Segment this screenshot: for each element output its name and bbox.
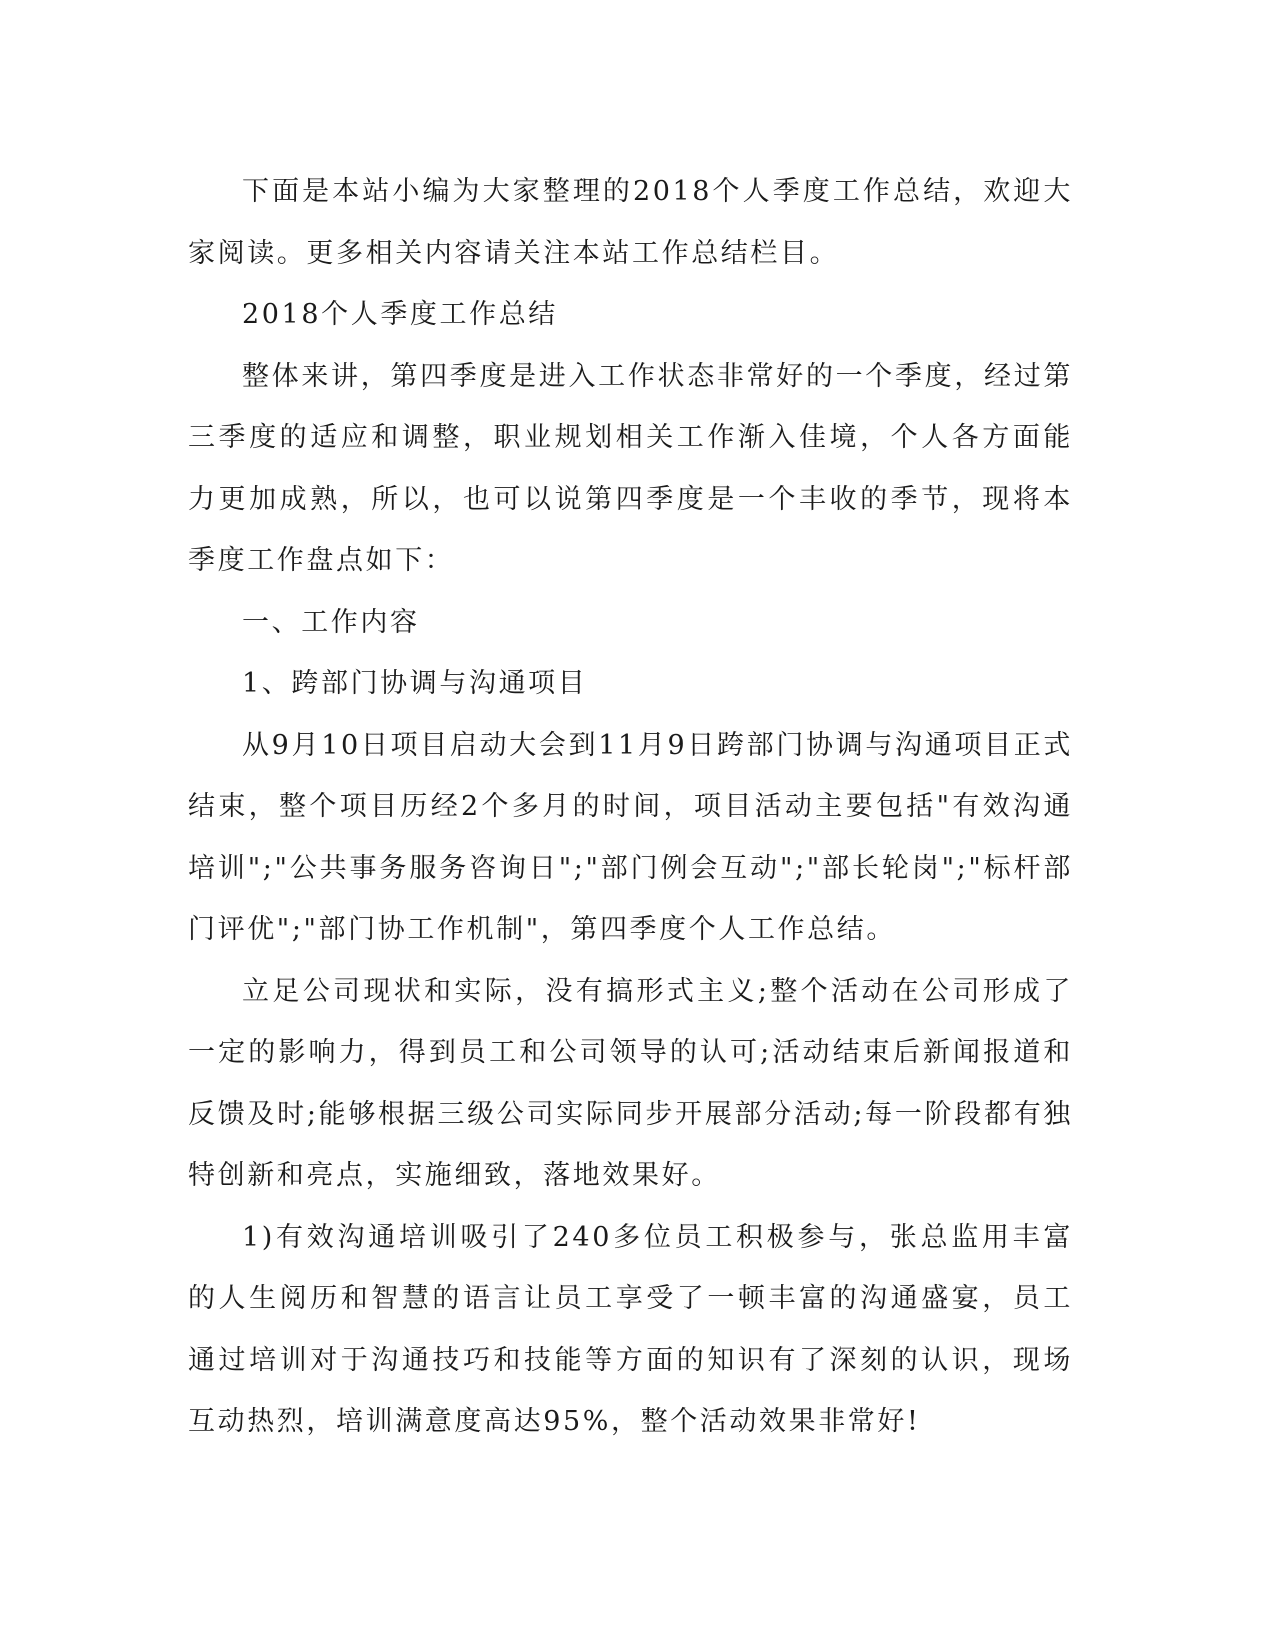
project-description-paragraph: 从9月10日项目启动大会到11月9日跨部门协调与沟通项目正式结束，整个项目历经2个多月的时间，项目活动主要包括"有效沟通培训";"公共事务服务咨询日";"部门例会互动";"部长轮岗";"标杆部门评优";"部门协工作机制"，第四季度个人工作总结。 [188, 729, 1073, 945]
intro-paragraph: 下面是本站小编为大家整理的2018个人季度工作总结，欢迎大家阅读。更多相关内容请关注本站工作总结栏目。 [188, 176, 1073, 269]
section-heading-work-content: 一、工作内容 [242, 606, 420, 638]
document-body [188, 161, 1073, 1453]
subsection-heading-project: 1、跨部门协调与沟通项目 [242, 668, 588, 699]
project-evaluation-paragraph: 立足公司现状和实际，没有搞形式主义;整个活动在公司形成了一定的影响力，得到员工和公司领导的认可;活动结束后新闻报道和反馈及时;能够根据三级公司实际同步开展部分活动;每一阶段都有独特创新和亮点，实施细致，落地效果好。 [188, 975, 1073, 1191]
document-title: 2018个人季度工作总结 [242, 299, 558, 330]
training-result-paragraph: 1)有效沟通培训吸引了240多位员工积极参与，张总监用丰富的人生阅历和智慧的语言让员工享受了一顿丰富的沟通盛宴，员工通过培训对于沟通技巧和技能等方面的知识有了深刻的认识，现场互动热烈，培训满意度高达95%，整个活动效果非常好! [188, 1221, 1073, 1437]
overview-paragraph: 整体来讲，第四季度是进入工作状态非常好的一个季度，经过第三季度的适应和调整，职业规划相关工作渐入佳境，个人各方面能力更加成熟，所以，也可以说第四季度是一个丰收的季节，现将本季度工作盘点如下： [188, 360, 1073, 576]
